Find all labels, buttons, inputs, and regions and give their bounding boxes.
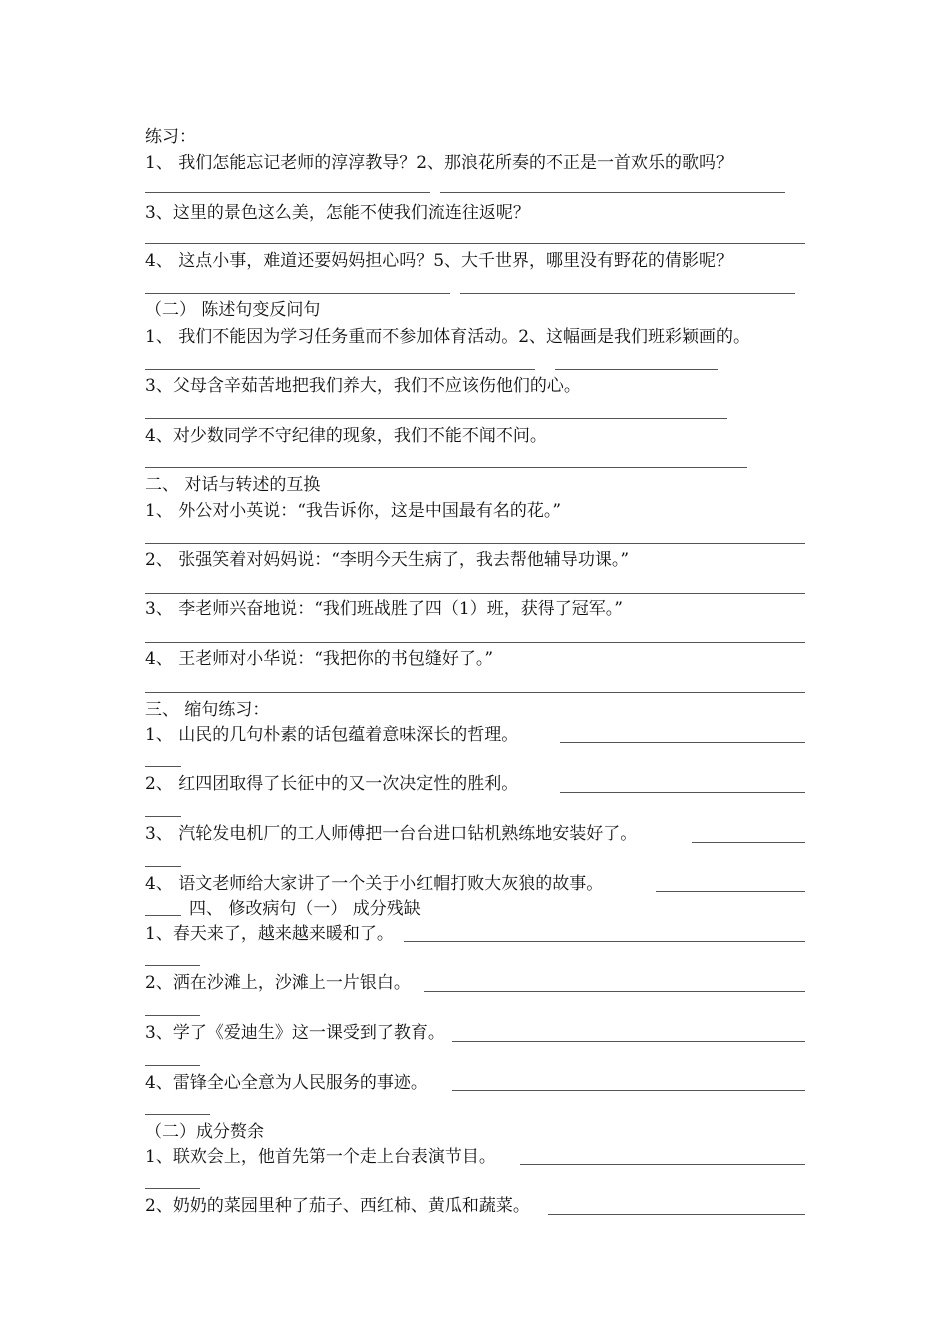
question-2: 2、奶奶的菜园里种了茄子、西红柿、黄瓜和蔬菜。 bbox=[145, 1196, 530, 1216]
answer-line bbox=[145, 293, 450, 294]
answer-line bbox=[145, 642, 805, 643]
question-4-5: 4、 这点小事，难道还要妈妈担心吗？5、大千世界，哪里没有野花的倩影呢？ bbox=[145, 251, 734, 271]
question-1: 1、联欢会上，他首先第一个走上台表演节目。 bbox=[145, 1147, 496, 1167]
answer-line bbox=[560, 792, 805, 793]
answer-line bbox=[555, 369, 718, 370]
question-1-2: 1、 我们怎能忘记老师的淳淳教导？2、那浪花所奏的不正是一首欢乐的歌吗？ bbox=[145, 153, 734, 173]
question-3: 3、父母含辛茹苦地把我们养大，我们不应该伤他们的心。 bbox=[145, 376, 581, 396]
answer-line bbox=[145, 593, 805, 594]
answer-line bbox=[145, 915, 181, 916]
answer-line bbox=[145, 467, 747, 468]
answer-line bbox=[145, 369, 535, 370]
answer-line bbox=[145, 1065, 200, 1066]
answer-line bbox=[520, 1164, 805, 1165]
question-3: 3、这里的景色这么美，怎能不使我们流连往返呢？ bbox=[145, 203, 530, 223]
section-heading: （二） 陈述句变反问句 bbox=[145, 300, 321, 320]
answer-line bbox=[145, 418, 727, 419]
answer-line bbox=[440, 192, 785, 193]
question-1: 1、春天来了，越来越来暖和了。 bbox=[145, 924, 394, 944]
question-3: 3、学了《爱迪生》这一课受到了教育。 bbox=[145, 1023, 445, 1043]
section-heading: （二）成分赘余 bbox=[145, 1122, 264, 1142]
answer-line bbox=[145, 766, 181, 767]
question-2: 2、 张强笑着对妈妈说：“李明今天生病了，我去帮他辅导功课。” bbox=[145, 550, 630, 570]
answer-line bbox=[145, 243, 805, 244]
question-3: 3、 李老师兴奋地说：“我们班战胜了四（1）班，获得了冠军。” bbox=[145, 599, 623, 619]
answer-line bbox=[145, 965, 200, 966]
answer-line bbox=[560, 742, 805, 743]
answer-line bbox=[656, 891, 805, 892]
answer-line bbox=[145, 543, 805, 544]
question-1: 1、 山民的几句朴素的话包蕴着意味深长的哲理。 bbox=[145, 725, 519, 745]
question-1-2: 1、 我们不能因为学习任务重而不参加体育活动。2、这幅画是我们班彩颖画的。 bbox=[145, 327, 751, 347]
question-1: 1、 外公对小英说：“我告诉你，这是中国最有名的花。” bbox=[145, 501, 562, 521]
answer-line bbox=[145, 192, 430, 193]
question-4: 4、 王老师对小华说：“我把你的书包缝好了。” bbox=[145, 649, 494, 669]
answer-line bbox=[548, 1214, 805, 1215]
answer-line bbox=[145, 866, 181, 867]
question-4: 4、雷锋全心全意为人民服务的事迹。 bbox=[145, 1073, 428, 1093]
question-2: 2、洒在沙滩上，沙滩上一片银白。 bbox=[145, 973, 411, 993]
answer-line bbox=[452, 1041, 805, 1042]
answer-line bbox=[404, 941, 805, 942]
answer-line bbox=[145, 1015, 200, 1016]
answer-line bbox=[460, 293, 795, 294]
question-4: 4、 语文老师给大家讲了一个关于小红帽打败大灰狼的故事。 bbox=[145, 874, 604, 894]
section-heading: 四、 修改病句（一） 成分残缺 bbox=[189, 899, 421, 919]
question-4: 4、对少数同学不守纪律的现象，我们不能不闻不问。 bbox=[145, 426, 547, 446]
answer-line bbox=[424, 991, 805, 992]
section-heading: 二、 对话与转述的互换 bbox=[145, 475, 321, 495]
answer-line bbox=[692, 842, 805, 843]
answer-line bbox=[145, 1188, 200, 1189]
answer-line bbox=[145, 816, 181, 817]
question-3: 3、 汽轮发电机厂的工人师傅把一台台进口钻机熟练地安装好了。 bbox=[145, 824, 638, 844]
answer-line bbox=[145, 1114, 210, 1115]
section-heading: 三、 缩句练习： bbox=[145, 700, 270, 720]
answer-line bbox=[145, 692, 805, 693]
question-2: 2、 红四团取得了长征中的又一次决定性的胜利。 bbox=[145, 774, 519, 794]
exercise-intro: 练习： bbox=[145, 127, 196, 147]
answer-line bbox=[452, 1090, 805, 1091]
